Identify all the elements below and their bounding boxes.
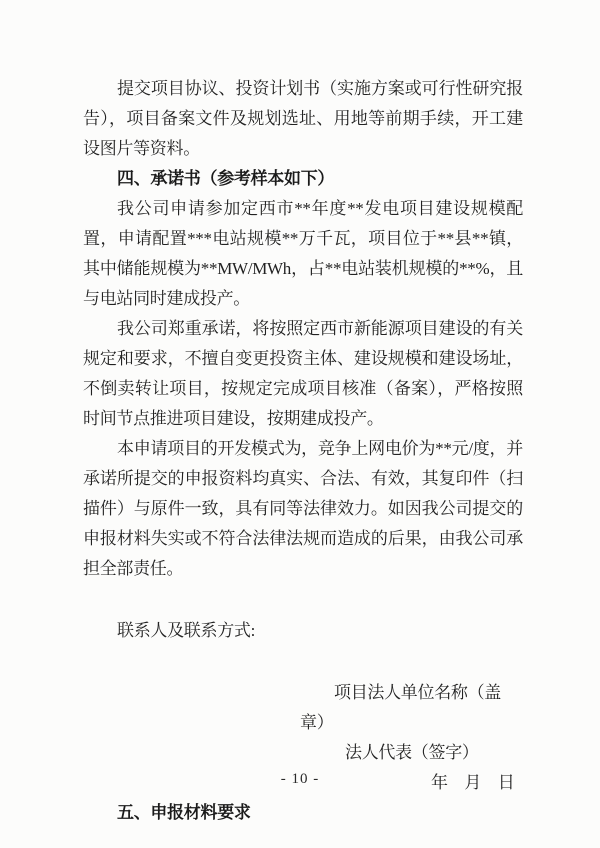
paragraph-solemn-commitment: 我公司郑重承诺，将按照定西市新能源项目建设的有关规定和要求，不擅自变更投资主体、建设规模和建设场址，不倒卖转让项目，按规定完成项目核准（备案），严格按照时间节点推进项目建设，按期建成投产。: [83, 319, 523, 428]
page-number: - 10 -: [280, 771, 320, 787]
contact-info-label: 联系人及联系方式:: [117, 621, 256, 640]
section-heading-commitment-letter: 四、承诺书（参考样本如下）: [117, 169, 335, 188]
signature-unit-seal-line: 项目法人单位名称（盖章）: [300, 683, 501, 732]
paragraph-development-mode-liability: 本申请项目的开发模式为，竞争上网电价为**元/度，并承诺所提交的申报资料均真实、合法、有效，其复印件（扫描件）与原件一致，具有同等法律效力。如因我公司提交的申报材料失实或不符合法律法规而造成的后果，由我公司承担全部责任。: [83, 439, 523, 578]
paragraph-submit-materials: 提交项目协议、投资计划书（实施方案或可行性研究报告），项目备案文件及规划选址、用地等前期手续，开工建设图片等资料。: [83, 79, 523, 158]
paragraph-application-scale: 我公司申请参加定西市**年度**发电项目建设规模配置，申请配置***电站规模**万千瓦，项目位于**县**镇，其中储能规模为**MW/MWh，占**电站装机规模的**%，且与电站同时建成投产。: [83, 199, 523, 308]
section-heading-application-material-requirements: 五、申报材料要求: [117, 803, 251, 822]
document-body: [83, 74, 523, 828]
signature-legal-representative-line: 法人代表（签字）: [345, 743, 479, 762]
signature-date-line: 年 月 日: [431, 773, 515, 792]
